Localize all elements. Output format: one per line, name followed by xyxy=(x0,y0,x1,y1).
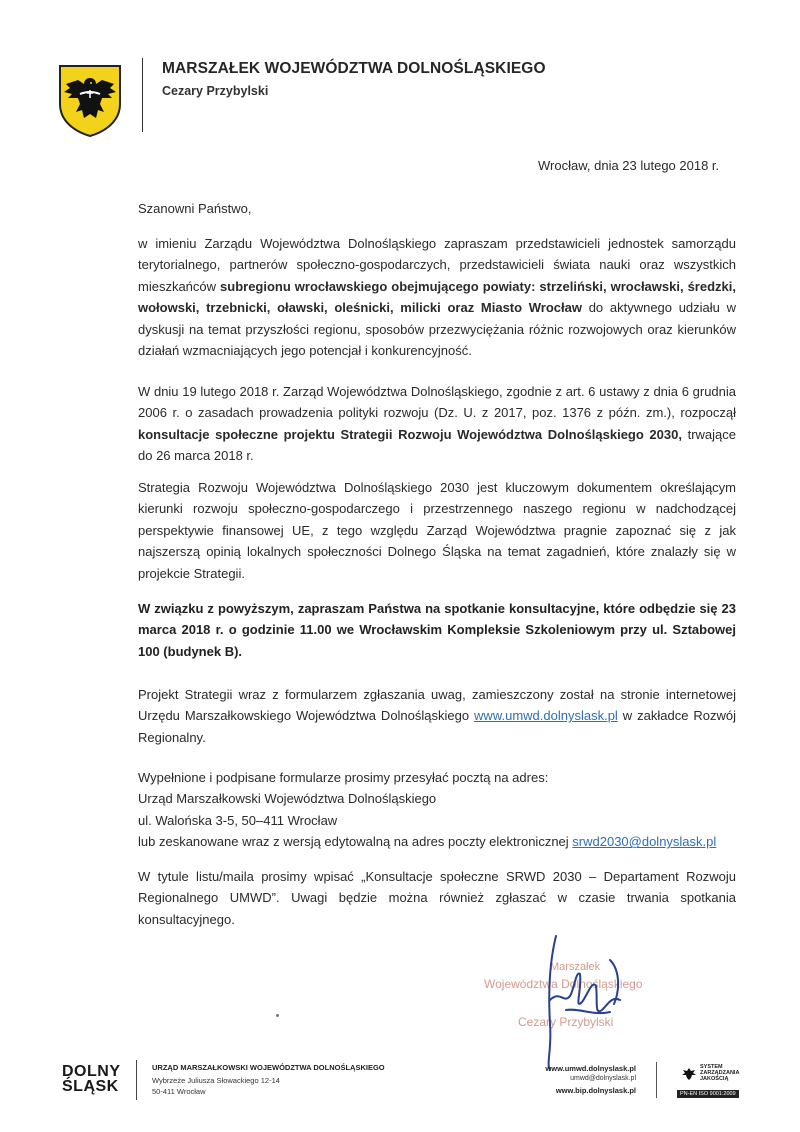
header-title: MARSZAŁEK WOJEWÓDZTWA DOLNOŚLĄSKIEGO xyxy=(162,60,546,77)
paragraph-strategy: Strategia Rozwoju Województwa Dolnośląskiego 2030 jest kluczowym dokumentem określającym kierunki rozwoju społeczno-gospodarczego i przestrzennego naszego regionu w nadchodzącej perspektywie finansowej UE, z tego względu Zarząd Województwa pragnie zapoznać się z jak najszerszą opinią lokalnych społeczności Dolnego Śląska na temat zagadnień, które znalazły się w projekcie Strategii. xyxy=(138,480,736,581)
scan-speck xyxy=(276,1014,279,1017)
cert-line-2: ZARZĄDZANIA xyxy=(700,1070,740,1076)
paragraph-consultation-start xyxy=(138,381,736,467)
signature-with-stamp xyxy=(470,930,690,1080)
p2-consultation-bold: konsultacje społeczne projektu Strategii Rozwoju Województwa Dolnośląskiego 2030, xyxy=(138,426,682,442)
header-signatory-name: Cezary Przybylski xyxy=(162,84,269,98)
footer-address-city: 50-411 Wrocław xyxy=(152,1087,206,1096)
footer-email[interactable]: umwd@dolnyslask.pl xyxy=(570,1075,636,1082)
p2-text-end: trwające do 26 marca 2018 r. xyxy=(138,426,736,464)
footer-divider xyxy=(136,1060,137,1100)
paragraph-submission-address xyxy=(138,767,736,853)
letter-date: Wrocław, dnia 23 lutego 2018 r. xyxy=(538,158,720,173)
dolny-slask-logo xyxy=(62,1064,121,1094)
stamp-line-1: Marszałek xyxy=(550,961,601,973)
cert-line-1: SYSTEM xyxy=(700,1064,723,1070)
eagle-emblem-icon xyxy=(681,1066,697,1082)
cert-line-3: JAKOŚCIĄ xyxy=(700,1076,729,1082)
greeting: Szanowni Państwo, xyxy=(138,201,252,216)
footer-divider-right xyxy=(656,1062,657,1098)
paragraph-project-online xyxy=(138,684,736,748)
p1-subregion-bold: subregionu wrocławskiego obejmującego powiaty: strzeliński, wrocławski, średzki, wołowski, trzebnicki, oławski, oleśnicki, milicki oraz Miasto Wrocław xyxy=(138,278,736,316)
p6-line-3: ul. Walońska 3-5, 50–411 Wrocław xyxy=(138,812,338,828)
p6-line-1: Wypełnione i podpisane formularze prosimy przesyłać pocztą na adres: xyxy=(138,770,549,785)
paragraph-meeting-invitation: W związku z powyższym, zapraszam Państwa na spotkanie konsultacyjne, które odbędzie się 23 marca 2018 r. o godzinie 11.00 we Wrocławskim Kompleksie Szkoleniowym przy ul. Sztabowej 100 (budynek B). xyxy=(138,601,736,659)
handwritten-signature xyxy=(549,936,620,1070)
footer-website[interactable]: www.umwd.dolnyslask.pl xyxy=(545,1064,636,1073)
logo-line-2: ŚLĄSK xyxy=(62,1078,119,1095)
paragraph-email-subject: W tytule listu/maila prosimy wpisać „Konsultacje społeczne SRWD 2030 – Departament Rozwoju Regionalnego UMWD”. Uwagi będzie można również zgłaszać w czasie trwania spotkania konsultacyjnego. xyxy=(138,869,736,927)
stamp-line-2: Województwa Dolnośląskiego xyxy=(484,977,643,991)
p6-line-4: lub zeskanowane wraz z wersją edytowalną na adres poczty elektronicznej xyxy=(138,834,573,850)
coat-of-arms-icon xyxy=(58,64,122,138)
paragraph-invitation xyxy=(138,233,736,361)
p5-text-start: Projekt Strategii wraz z formularzem zgłaszania uwag, zamieszczony został na stronie internetowej Urzędu Marszałkowskiego Województwa Dolnośląskiego xyxy=(138,687,736,724)
p2-text-start: W dniu 19 lutego 2018 r. Zarząd Województwa Dolnośląskiego, zgodnie z art. 6 ustawy z dnia 6 grudnia 2006 r. o zasadach prowadzenia polityki rozwoju (Dz. U. z 2017, poz. 1376 z późn. zm.), rozpoczął xyxy=(138,384,736,421)
logo-line-1: DOLNY xyxy=(62,1063,121,1080)
footer-org-name: URZĄD MARSZAŁKOWSKI WOJEWÓDZTWA DOLNOŚLĄSKIEGO xyxy=(152,1063,385,1072)
iso-badge: PN-EN ISO 9001:2009 xyxy=(677,1090,739,1098)
footer-address-street: Wybrzeże Juliusza Słowackiego 12-14 xyxy=(152,1076,280,1085)
website-link[interactable]: www.umwd.dolnyslask.pl xyxy=(474,708,618,724)
p1-text-start: w imieniu Zarządu Województwa Dolnośląskiego zapraszam przedstawicieli jednostek samorządu terytorialnego, partnerów społeczno-gospodarczych, przedstawicieli świata nauki oraz wszystkich mieszkańców xyxy=(138,236,736,294)
p6-line-2: Urząd Marszałkowski Województwa Dolnośląskiego xyxy=(138,791,437,807)
p5-text-end: w zakładce Rozwój Regionalny. xyxy=(138,708,737,745)
quality-system-label xyxy=(700,1064,760,1082)
header-divider xyxy=(142,58,143,132)
email-link[interactable]: srwd2030@dolnyslask.pl xyxy=(572,834,717,850)
p1-text-end: do aktywnego udziału w dyskusji na temat przyszłości regionu, sposobów przezwyciężania różnic rozwojowych oraz kierunków działań wzmacniających jego potencjał i konkurencyjność. xyxy=(138,300,736,359)
stamp-line-3: Cezary Przybylski xyxy=(518,1015,614,1029)
footer-bip-website[interactable]: www.bip.dolnyslask.pl xyxy=(555,1086,636,1095)
